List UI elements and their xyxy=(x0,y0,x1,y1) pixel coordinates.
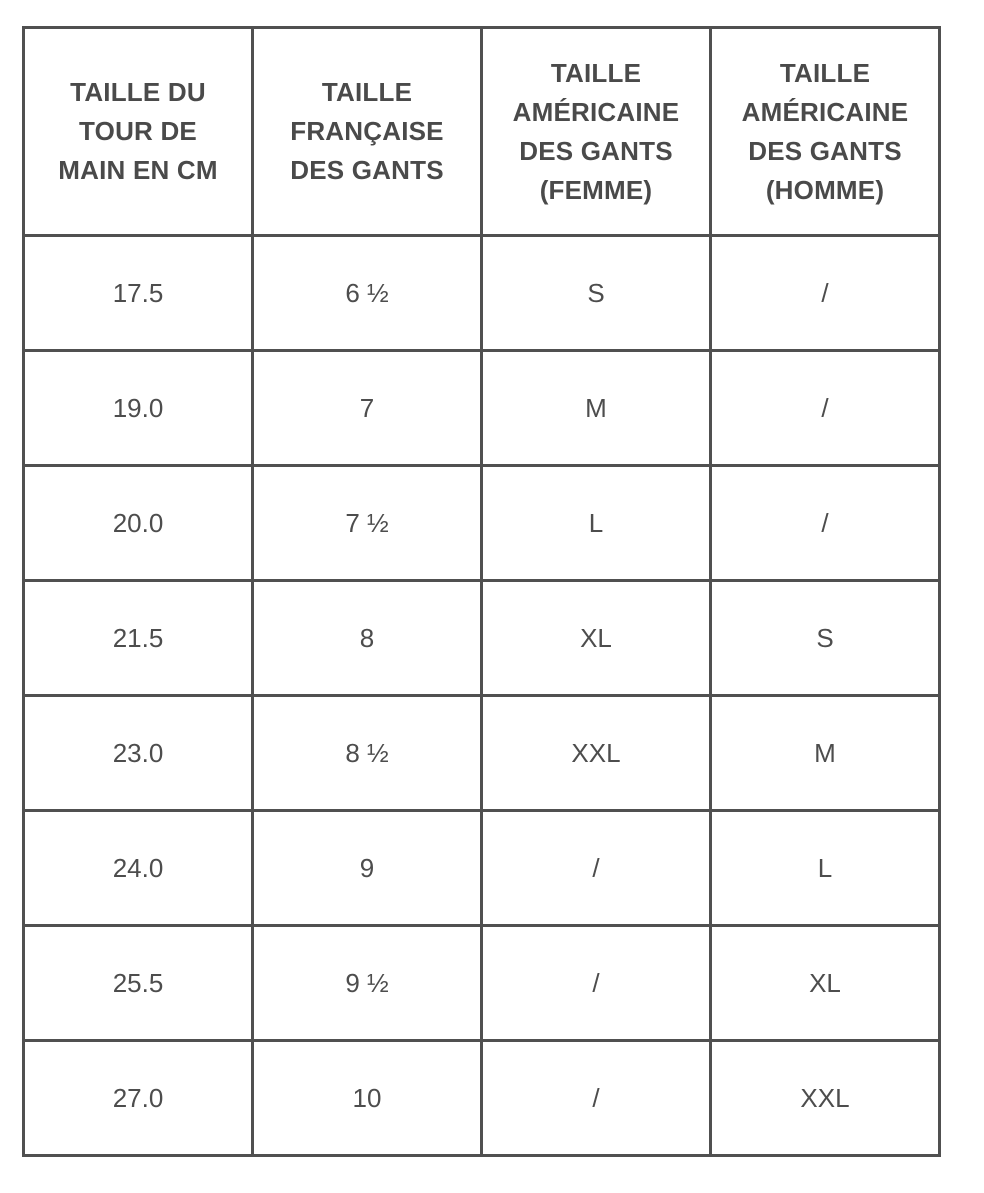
table-row xyxy=(24,926,940,1041)
cell-french-size: 8 ½ xyxy=(253,696,482,811)
cell-hand-circumference: 19.0 xyxy=(24,351,253,466)
cell-french-size: 9 ½ xyxy=(253,926,482,1041)
header-label: TAILLE DU TOUR DE MAIN EN CM xyxy=(58,77,218,185)
table-row xyxy=(24,581,940,696)
cell-hand-circumference: 23.0 xyxy=(24,696,253,811)
cell-us-size-men: XL xyxy=(711,926,940,1041)
cell-us-size-women: S xyxy=(482,236,711,351)
header-row xyxy=(24,28,940,236)
table-row xyxy=(24,811,940,926)
cell-us-size-men: S xyxy=(711,581,940,696)
cell-french-size: 6 ½ xyxy=(253,236,482,351)
cell-us-size-women: XXL xyxy=(482,696,711,811)
header-label: TAILLE AMÉRICAINE DES GANTS (HOMME) xyxy=(741,57,909,205)
cell-us-size-men: XXL xyxy=(711,1041,940,1156)
table-row xyxy=(24,696,940,811)
cell-french-size: 10 xyxy=(253,1041,482,1156)
cell-french-size: 8 xyxy=(253,581,482,696)
cell-hand-circumference: 21.5 xyxy=(24,581,253,696)
cell-us-size-women: XL xyxy=(482,581,711,696)
cell-hand-circumference: 17.5 xyxy=(24,236,253,351)
cell-french-size: 7 ½ xyxy=(253,466,482,581)
header-us-size-women xyxy=(482,28,711,236)
table-row xyxy=(24,466,940,581)
cell-us-size-men: / xyxy=(711,236,940,351)
cell-us-size-women: L xyxy=(482,466,711,581)
table-row xyxy=(24,351,940,466)
cell-us-size-women: M xyxy=(482,351,711,466)
cell-hand-circumference: 25.5 xyxy=(24,926,253,1041)
cell-us-size-men: / xyxy=(711,351,940,466)
header-french-size xyxy=(253,28,482,236)
header-label: TAILLE AMÉRICAINE DES GANTS (FEMME) xyxy=(512,57,680,205)
cell-us-size-men: L xyxy=(711,811,940,926)
cell-french-size: 7 xyxy=(253,351,482,466)
table-row xyxy=(24,1041,940,1156)
header-us-size-men xyxy=(711,28,940,236)
cell-french-size: 9 xyxy=(253,811,482,926)
cell-us-size-women: / xyxy=(482,1041,711,1156)
table-body xyxy=(24,236,940,1156)
cell-hand-circumference: 20.0 xyxy=(24,466,253,581)
header-label: TAILLE FRANÇAISE DES GANTS xyxy=(290,77,444,185)
table-header xyxy=(24,28,940,236)
table-row xyxy=(24,236,940,351)
cell-us-size-men: M xyxy=(711,696,940,811)
cell-hand-circumference: 24.0 xyxy=(24,811,253,926)
cell-us-size-women: / xyxy=(482,926,711,1041)
cell-us-size-men: / xyxy=(711,466,940,581)
glove-size-table xyxy=(22,26,941,1157)
header-hand-circumference xyxy=(24,28,253,236)
cell-us-size-women: / xyxy=(482,811,711,926)
cell-hand-circumference: 27.0 xyxy=(24,1041,253,1156)
